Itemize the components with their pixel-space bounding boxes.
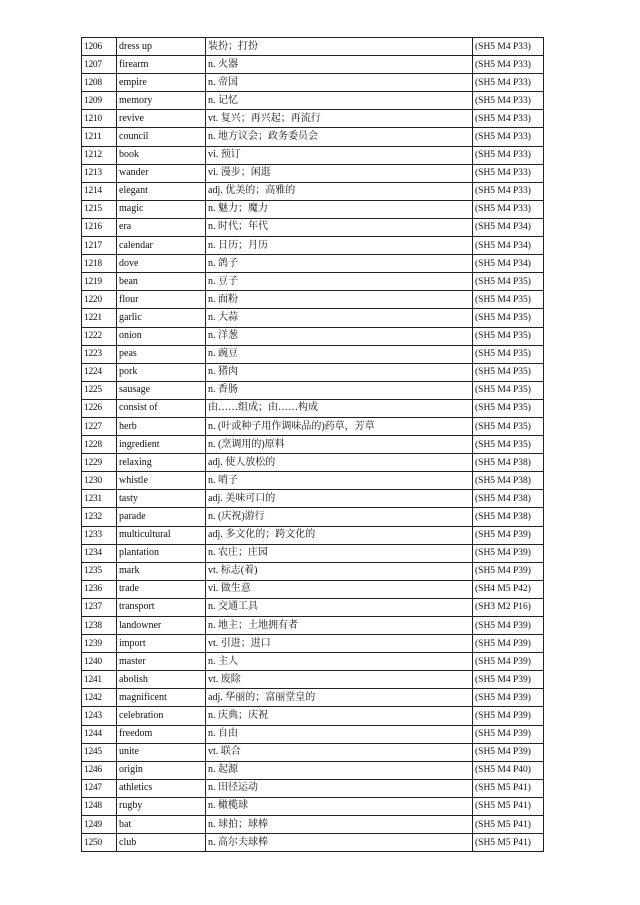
definition-cell: adj. 使人放松的 (206, 454, 473, 472)
definition-cell: n. 大蒜 (206, 309, 473, 327)
table-row (82, 327, 544, 345)
table-row (82, 381, 544, 399)
source-reference-cell: (SH5 M4 P33) (473, 128, 544, 146)
english-word-cell: bat (117, 816, 206, 834)
entry-number-cell: 1242 (82, 689, 117, 707)
definition-cell: n. 面粉 (206, 291, 473, 309)
definition-cell: n. 豆子 (206, 273, 473, 291)
table-row (82, 653, 544, 671)
table-row (82, 200, 544, 218)
source-reference-cell: (SH5 M4 P38) (473, 472, 544, 490)
english-word-cell: council (117, 128, 206, 146)
table-row (82, 472, 544, 490)
table-row (82, 436, 544, 454)
table-row (82, 399, 544, 417)
table-row (82, 779, 544, 797)
source-reference-cell: (SH5 M4 P39) (473, 635, 544, 653)
entry-number-cell: 1245 (82, 743, 117, 761)
source-reference-cell: (SH5 M4 P35) (473, 399, 544, 417)
source-reference-cell: (SH5 M4 P34) (473, 218, 544, 236)
source-reference-cell: (SH5 M5 P41) (473, 834, 544, 852)
english-word-cell: parade (117, 508, 206, 526)
definition-cell: n. 帝国 (206, 74, 473, 92)
table-row (82, 237, 544, 255)
table-row (82, 598, 544, 616)
definition-cell: vi. 预订 (206, 146, 473, 164)
source-reference-cell: (SH5 M4 P35) (473, 291, 544, 309)
table-row (82, 617, 544, 635)
table-row (82, 110, 544, 128)
definition-cell: n. (叶或种子用作调味品的)药草，芳草 (206, 417, 473, 435)
entry-number-cell: 1229 (82, 454, 117, 472)
source-reference-cell: (SH5 M4 P33) (473, 182, 544, 200)
source-reference-cell: (SH5 M4 P39) (473, 725, 544, 743)
entry-number-cell: 1218 (82, 255, 117, 273)
english-word-cell: athletics (117, 779, 206, 797)
english-word-cell: dove (117, 255, 206, 273)
english-word-cell: consist of (117, 399, 206, 417)
entry-number-cell: 1246 (82, 761, 117, 779)
source-reference-cell: (SH5 M4 P39) (473, 671, 544, 689)
english-word-cell: memory (117, 92, 206, 110)
english-word-cell: ingredient (117, 436, 206, 454)
table-row (82, 164, 544, 182)
table-row (82, 580, 544, 598)
english-word-cell: era (117, 218, 206, 236)
definition-cell: n. 鸽子 (206, 255, 473, 273)
english-word-cell: trade (117, 580, 206, 598)
source-reference-cell: (SH5 M4 P33) (473, 56, 544, 74)
definition-cell: vt. 标志(着) (206, 562, 473, 580)
entry-number-cell: 1231 (82, 490, 117, 508)
source-reference-cell: (SH5 M4 P38) (473, 490, 544, 508)
definition-cell: n. 洋葱 (206, 327, 473, 345)
entry-number-cell: 1226 (82, 399, 117, 417)
definition-cell: n. 时代；年代 (206, 218, 473, 236)
entry-number-cell: 1219 (82, 273, 117, 291)
table-row (82, 345, 544, 363)
entry-number-cell: 1220 (82, 291, 117, 309)
entry-number-cell: 1233 (82, 526, 117, 544)
definition-cell: n. (烹调用的)原料 (206, 436, 473, 454)
source-reference-cell: (SH5 M4 P39) (473, 544, 544, 562)
entry-number-cell: 1234 (82, 544, 117, 562)
table-row (82, 92, 544, 110)
definition-cell: 由……组成；由……构成 (206, 399, 473, 417)
english-word-cell: revive (117, 110, 206, 128)
source-reference-cell: (SH3 M2 P16) (473, 598, 544, 616)
source-reference-cell: (SH5 M4 P34) (473, 237, 544, 255)
table-row (82, 761, 544, 779)
english-word-cell: dress up (117, 38, 206, 56)
table-row (82, 490, 544, 508)
definition-cell: n. 球拍；球棒 (206, 816, 473, 834)
english-word-cell: onion (117, 327, 206, 345)
table-row (82, 182, 544, 200)
entry-number-cell: 1224 (82, 363, 117, 381)
definition-cell: n. 地方议会；政务委员会 (206, 128, 473, 146)
english-word-cell: club (117, 834, 206, 852)
source-reference-cell: (SH5 M4 P35) (473, 436, 544, 454)
english-word-cell: pork (117, 363, 206, 381)
english-word-cell: herb (117, 417, 206, 435)
source-reference-cell: (SH5 M4 P35) (473, 363, 544, 381)
table-row (82, 725, 544, 743)
table-row (82, 689, 544, 707)
definition-cell: vt. 复兴；再兴起；再流行 (206, 110, 473, 128)
source-reference-cell: (SH5 M5 P41) (473, 797, 544, 815)
table-row (82, 816, 544, 834)
english-word-cell: unite (117, 743, 206, 761)
table-row (82, 146, 544, 164)
entry-number-cell: 1227 (82, 417, 117, 435)
definition-cell: n. 农庄；庄园 (206, 544, 473, 562)
entry-number-cell: 1247 (82, 779, 117, 797)
entry-number-cell: 1216 (82, 218, 117, 236)
definition-cell: adj. 华丽的；富丽堂皇的 (206, 689, 473, 707)
source-reference-cell: (SH5 M4 P39) (473, 689, 544, 707)
english-word-cell: elegant (117, 182, 206, 200)
table-row (82, 255, 544, 273)
entry-number-cell: 1249 (82, 816, 117, 834)
definition-cell: vi. 做生意 (206, 580, 473, 598)
table-row (82, 417, 544, 435)
definition-cell: n. 哨子 (206, 472, 473, 490)
english-word-cell: origin (117, 761, 206, 779)
entry-number-cell: 1243 (82, 707, 117, 725)
entry-number-cell: 1240 (82, 653, 117, 671)
entry-number-cell: 1212 (82, 146, 117, 164)
source-reference-cell: (SH5 M4 P33) (473, 200, 544, 218)
definition-cell: vt. 引进；进口 (206, 635, 473, 653)
source-reference-cell: (SH4 M5 P42) (473, 580, 544, 598)
source-reference-cell: (SH5 M4 P33) (473, 74, 544, 92)
definition-cell: vt. 联合 (206, 743, 473, 761)
table-row (82, 508, 544, 526)
english-word-cell: mark (117, 562, 206, 580)
english-word-cell: peas (117, 345, 206, 363)
entry-number-cell: 1209 (82, 92, 117, 110)
entry-number-cell: 1225 (82, 381, 117, 399)
entry-number-cell: 1250 (82, 834, 117, 852)
entry-number-cell: 1244 (82, 725, 117, 743)
english-word-cell: multicultural (117, 526, 206, 544)
definition-cell: n. 橄榄球 (206, 797, 473, 815)
english-word-cell: firearm (117, 56, 206, 74)
source-reference-cell: (SH5 M4 P35) (473, 381, 544, 399)
entry-number-cell: 1211 (82, 128, 117, 146)
entry-number-cell: 1228 (82, 436, 117, 454)
definition-cell: vt. 废除 (206, 671, 473, 689)
definition-cell: n. 豌豆 (206, 345, 473, 363)
source-reference-cell: (SH5 M4 P39) (473, 743, 544, 761)
english-word-cell: plantation (117, 544, 206, 562)
source-reference-cell: (SH5 M4 P40) (473, 761, 544, 779)
source-reference-cell: (SH5 M4 P39) (473, 617, 544, 635)
table-row (82, 273, 544, 291)
source-reference-cell: (SH5 M5 P41) (473, 779, 544, 797)
entry-number-cell: 1215 (82, 200, 117, 218)
table-row (82, 743, 544, 761)
definition-cell: vi. 漫步；闲逛 (206, 164, 473, 182)
table-row (82, 56, 544, 74)
source-reference-cell: (SH5 M4 P35) (473, 327, 544, 345)
english-word-cell: magic (117, 200, 206, 218)
table-row (82, 544, 544, 562)
definition-cell: n. 自由 (206, 725, 473, 743)
entry-number-cell: 1232 (82, 508, 117, 526)
source-reference-cell: (SH5 M5 P41) (473, 816, 544, 834)
entry-number-cell: 1207 (82, 56, 117, 74)
definition-cell: adj. 美味可口的 (206, 490, 473, 508)
english-word-cell: bean (117, 273, 206, 291)
entry-number-cell: 1206 (82, 38, 117, 56)
english-word-cell: flour (117, 291, 206, 309)
entry-number-cell: 1222 (82, 327, 117, 345)
entry-number-cell: 1210 (82, 110, 117, 128)
entry-number-cell: 1208 (82, 74, 117, 92)
vocabulary-table-body (82, 38, 544, 852)
english-word-cell: empire (117, 74, 206, 92)
source-reference-cell: (SH5 M4 P39) (473, 562, 544, 580)
entry-number-cell: 1241 (82, 671, 117, 689)
english-word-cell: relaxing (117, 454, 206, 472)
english-word-cell: abolish (117, 671, 206, 689)
definition-cell: n. 猪肉 (206, 363, 473, 381)
definition-cell: n. 庆典；庆祝 (206, 707, 473, 725)
source-reference-cell: (SH5 M4 P39) (473, 707, 544, 725)
entry-number-cell: 1214 (82, 182, 117, 200)
definition-cell: adj. 优美的；高雅的 (206, 182, 473, 200)
table-row (82, 128, 544, 146)
english-word-cell: book (117, 146, 206, 164)
entry-number-cell: 1235 (82, 562, 117, 580)
table-row (82, 309, 544, 327)
entry-number-cell: 1230 (82, 472, 117, 490)
source-reference-cell: (SH5 M4 P35) (473, 417, 544, 435)
english-word-cell: freedom (117, 725, 206, 743)
table-row (82, 797, 544, 815)
table-row (82, 707, 544, 725)
source-reference-cell: (SH5 M4 P38) (473, 454, 544, 472)
english-word-cell: transport (117, 598, 206, 616)
definition-cell: n. 记忆 (206, 92, 473, 110)
entry-number-cell: 1223 (82, 345, 117, 363)
table-row (82, 454, 544, 472)
definition-cell: n. 起源 (206, 761, 473, 779)
definition-cell: 装扮；打扮 (206, 38, 473, 56)
definition-cell: n. 火器 (206, 56, 473, 74)
english-word-cell: celebration (117, 707, 206, 725)
english-word-cell: wander (117, 164, 206, 182)
definition-cell: n. 地主；土地拥有者 (206, 617, 473, 635)
source-reference-cell: (SH5 M4 P35) (473, 273, 544, 291)
table-row (82, 526, 544, 544)
table-row (82, 635, 544, 653)
english-word-cell: master (117, 653, 206, 671)
table-row (82, 363, 544, 381)
definition-cell: adj. 多文化的；跨文化的 (206, 526, 473, 544)
english-word-cell: calendar (117, 237, 206, 255)
vocabulary-table (81, 37, 544, 852)
entry-number-cell: 1237 (82, 598, 117, 616)
definition-cell: n. (庆祝)游行 (206, 508, 473, 526)
source-reference-cell: (SH5 M4 P33) (473, 92, 544, 110)
definition-cell: n. 日历；月历 (206, 237, 473, 255)
entry-number-cell: 1213 (82, 164, 117, 182)
definition-cell: n. 魅力；魔力 (206, 200, 473, 218)
source-reference-cell: (SH5 M4 P34) (473, 255, 544, 273)
definition-cell: n. 田径运动 (206, 779, 473, 797)
english-word-cell: import (117, 635, 206, 653)
definition-cell: n. 高尔夫球棒 (206, 834, 473, 852)
table-row (82, 671, 544, 689)
source-reference-cell: (SH5 M4 P39) (473, 526, 544, 544)
table-row (82, 38, 544, 56)
definition-cell: n. 香肠 (206, 381, 473, 399)
entry-number-cell: 1248 (82, 797, 117, 815)
english-word-cell: tasty (117, 490, 206, 508)
english-word-cell: sausage (117, 381, 206, 399)
entry-number-cell: 1238 (82, 617, 117, 635)
table-row (82, 834, 544, 852)
english-word-cell: whistle (117, 472, 206, 490)
entry-number-cell: 1221 (82, 309, 117, 327)
source-reference-cell: (SH5 M4 P33) (473, 164, 544, 182)
source-reference-cell: (SH5 M4 P35) (473, 309, 544, 327)
english-word-cell: garlic (117, 309, 206, 327)
entry-number-cell: 1236 (82, 580, 117, 598)
entry-number-cell: 1239 (82, 635, 117, 653)
english-word-cell: magnificent (117, 689, 206, 707)
table-row (82, 291, 544, 309)
source-reference-cell: (SH5 M4 P38) (473, 508, 544, 526)
english-word-cell: rugby (117, 797, 206, 815)
table-row (82, 562, 544, 580)
source-reference-cell: (SH5 M4 P33) (473, 38, 544, 56)
table-row (82, 218, 544, 236)
definition-cell: n. 主人 (206, 653, 473, 671)
source-reference-cell: (SH5 M4 P39) (473, 653, 544, 671)
source-reference-cell: (SH5 M4 P33) (473, 146, 544, 164)
table-row (82, 74, 544, 92)
english-word-cell: landowner (117, 617, 206, 635)
source-reference-cell: (SH5 M4 P35) (473, 345, 544, 363)
definition-cell: n. 交通工具 (206, 598, 473, 616)
entry-number-cell: 1217 (82, 237, 117, 255)
source-reference-cell: (SH5 M4 P33) (473, 110, 544, 128)
